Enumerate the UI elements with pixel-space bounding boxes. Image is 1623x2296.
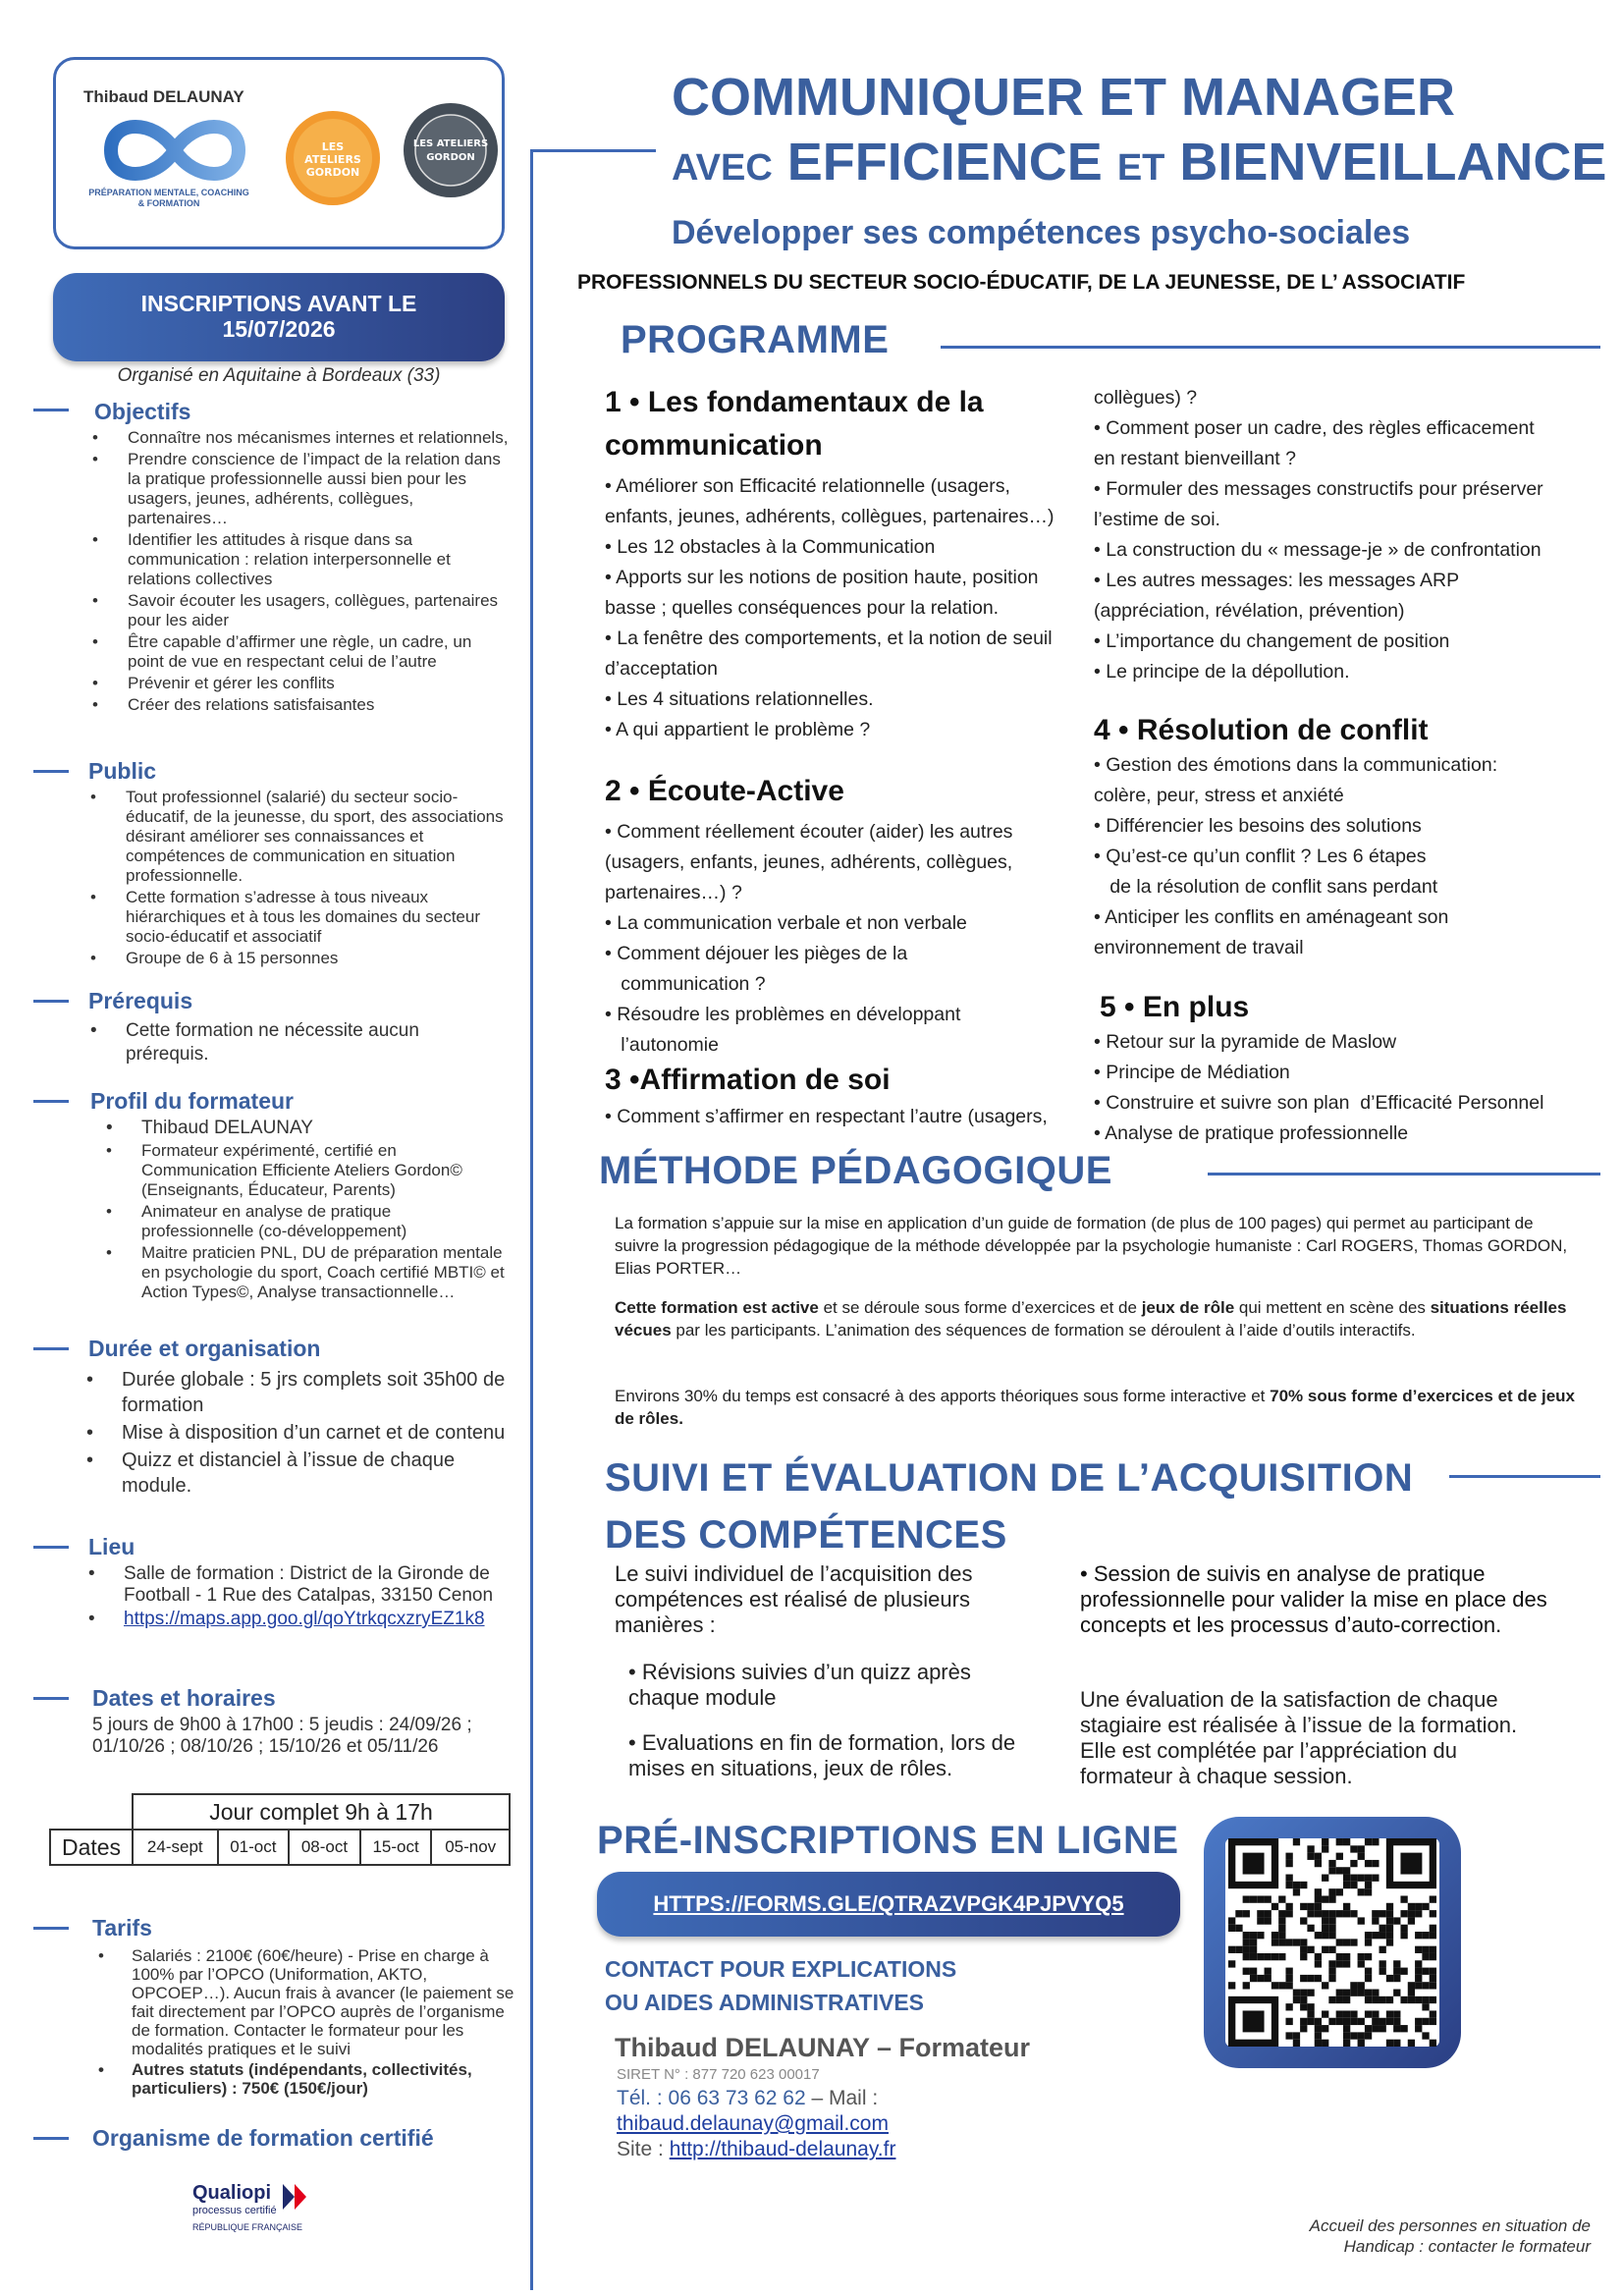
tarifs-salaries: • Salariés : 2100€ (60€/heure) - Prise en charge à 100% par l’OPCO (Uniformation, AKTO, OPCOEP…). Aucun frais à avancer (le paiement se fait directement par l’OPCO auprès de l’organisme de formation. Contacter le formateur pour les modalités pratiques et le suivi bbox=[94, 1946, 516, 2058]
organisme-title: Organisme de formation certifié bbox=[92, 2125, 434, 2151]
list-item: • Durée globale : 5 jrs complets soit 35h00 de formation bbox=[82, 1367, 514, 1418]
objectifs-title: Objectifs bbox=[94, 399, 191, 424]
programme-rule bbox=[941, 346, 1600, 349]
location-note: Organisé en Aquitaine à Bordeaux (33) bbox=[117, 365, 441, 386]
accessibility-note: Accueil des personnes en situation de Handicap : contacter le formateur bbox=[1309, 2216, 1591, 2256]
inscriptions-deadline-banner bbox=[53, 273, 505, 361]
formateur-name: Thibaud DELAUNAY – Formateur bbox=[615, 2033, 1031, 2062]
section-dash bbox=[33, 1000, 69, 1003]
methode-p2: Cette formation est active et se déroule sous forme d’exercices et de jeux de rôle qui mettent en scène des situations réelles vécues par les participants. L’animation des séquences de formation se déroulent à l’aide d’outils interactifs. bbox=[615, 1298, 1567, 1339]
duree-list bbox=[82, 1367, 514, 1501]
lieu-list bbox=[84, 1563, 513, 1632]
section-dash bbox=[33, 1100, 69, 1103]
title-line1: COMMUNIQUER ET MANAGER bbox=[672, 68, 1455, 127]
qualiopi-sub: processus certifié bbox=[192, 2205, 277, 2216]
methode-title: MÉTHODE PÉDAGOGIQUE bbox=[599, 1149, 1112, 1192]
infinity-logo-icon bbox=[91, 111, 258, 190]
logo-tagline: PRÉPARATION MENTALE, COACHING & FORMATION bbox=[88, 188, 249, 208]
svg-text:GORDON: GORDON bbox=[305, 166, 360, 179]
list-item: • Connaître nos mécanismes internes et relationnels, bbox=[88, 428, 511, 448]
logo-name: Thibaud DELAUNAY bbox=[83, 87, 244, 106]
objectifs-list bbox=[88, 428, 511, 717]
list-item: • Cette formation s’adresse à tous niveaux hiérarchiques et à tous les domaines du secteur socio-éducatif et associatif bbox=[86, 888, 511, 947]
ateliers-gordon-badge-icon bbox=[284, 109, 382, 207]
qualiopi-arrows-icon bbox=[283, 2184, 314, 2210]
lieu-address: • Salle de formation : District de la Gironde de Football - 1 Rue des Catalpas, 33150 Cenon bbox=[84, 1563, 513, 1607]
list-item: • Prendre conscience de l’impact de la relation dans la pratique professionnelle aussi bien pour les usagers, jeunes, adhérents, collègues, partenaires… bbox=[88, 450, 511, 528]
methode-rule bbox=[1208, 1173, 1600, 1175]
lieu-item bbox=[84, 1609, 513, 1630]
module2-title: 2 • Écoute-Active bbox=[605, 775, 844, 807]
republique-label: RÉPUBLIQUE FRANÇAISE bbox=[192, 2222, 303, 2232]
qr-code-icon bbox=[1225, 1838, 1439, 2047]
logo-box bbox=[53, 57, 505, 249]
lieu-title: Lieu bbox=[88, 1534, 135, 1559]
email-link[interactable]: thibaud.delaunay@gmail.com bbox=[617, 2112, 889, 2135]
siret: SIRET N° : 877 720 623 00017 bbox=[617, 2066, 820, 2083]
list-item: • Thibaud DELAUNAY bbox=[102, 1118, 507, 1139]
dates-table bbox=[49, 1793, 511, 1866]
empty-cell bbox=[50, 1794, 133, 1830]
main-title bbox=[672, 65, 1606, 200]
column-divider bbox=[530, 149, 533, 2290]
qualiopi-logo bbox=[192, 2182, 330, 2232]
module3-title: 3 •Affirmation de soi bbox=[605, 1064, 891, 1096]
target-public: PROFESSIONNELS DU SECTEUR SOCIO-ÉDUCATIF, DE LA JEUNESSE, DE L’ ASSOCIATIF bbox=[577, 271, 1466, 294]
module4-content: • Gestion des émotions dans la communication: colère, peur, stress et anxiété • Différencier les besoins des solutions • Qu’est-ce qu’un conflit ? Les 6 étapes de la résolution de conflit sans perdant • Anticiper les conflits en aménageant son environnement de travail bbox=[1094, 754, 1498, 958]
suivi-rule bbox=[1449, 1475, 1600, 1478]
list-item: • Mise à disposition d’un carnet et de contenu bbox=[82, 1420, 514, 1446]
list-item: • Être capable d’affirmer une règle, un cadre, un point de vue en respectant celui de l’autre bbox=[88, 632, 511, 672]
module2-content: • Comment réellement écouter (aider) les autres (usagers, enfants, jeunes, adhérents, collègues, partenaires…) ? • La communication verbale et non verbale • Comment déjouer les pièges de la communication ? • Résoudre les problèmes en développant l’autonomie bbox=[605, 821, 1013, 1056]
date-cell: 08-oct bbox=[289, 1830, 360, 1865]
tarifs-autres: • Autres statuts (indépendants, collectivités, particuliers) : 750€ (150€/jour) bbox=[94, 2060, 516, 2098]
list-item: • Tout professionnel (salarié) du secteur socio-éducatif, de la jeunesse, du sport, des associations désirant améliorer ses connaissances et compétences de communication en situation professionnelle. bbox=[86, 788, 511, 886]
preinscription-link-button[interactable]: HTTPS://FORMS.GLE/QTRAZVPGK4PJPVYQ5 bbox=[597, 1872, 1180, 1937]
module3-content: • Comment s’affirmer en respectant l’autre (usagers, bbox=[605, 1106, 1048, 1127]
list-item: • Prévenir et gérer les conflits bbox=[88, 674, 511, 693]
subtitle: Développer ses compétences psycho-sociales bbox=[672, 214, 1411, 251]
date-cell: 01-oct bbox=[218, 1830, 290, 1865]
website-link[interactable]: http://thibaud-delaunay.fr bbox=[669, 2138, 896, 2160]
tarifs-list bbox=[94, 1946, 516, 2100]
svg-text:LES ATELIERS: LES ATELIERS bbox=[412, 138, 489, 149]
section-dash bbox=[33, 1927, 69, 1930]
tarifs-title: Tarifs bbox=[92, 1915, 152, 1941]
section-dash bbox=[33, 770, 69, 773]
suivi-bullet2: • Evaluations en fin de formation, lors de mises en situations, jeux de rôles. bbox=[628, 1730, 1016, 1780]
svg-text:GORDON: GORDON bbox=[426, 152, 475, 163]
inscriptions-line1: INSCRIPTIONS AVANT LE bbox=[140, 291, 417, 316]
duree-title: Durée et organisation bbox=[88, 1336, 321, 1361]
list-item: • Quizz et distanciel à l’issue de chaque module. bbox=[82, 1448, 514, 1499]
suivi-bullet3: • Session de suivis en analyse de pratique professionnelle pour valider la mise en place des concepts et les processus d’auto-correction. bbox=[1080, 1561, 1547, 1637]
list-item: • Cette formation ne nécessite aucun prérequis. bbox=[86, 1019, 499, 1066]
section-dash bbox=[33, 409, 69, 411]
qualiopi-name: Qualiopi bbox=[192, 2182, 271, 2204]
contact-heading: CONTACT POUR EXPLICATIONS OU AIDES ADMINISTRATIVES bbox=[605, 1956, 957, 2015]
module1-title: 1 • Les fondamentaux de la communication bbox=[605, 386, 984, 462]
maps-link[interactable]: https://maps.app.goo.gl/qoYtrkqcxzryEZ1k8 bbox=[124, 1609, 485, 1629]
svg-text:LES: LES bbox=[321, 140, 345, 153]
list-item: • Formateur expérimenté, certifié en Communication Efficiente Ateliers Gordon© (Enseignants, Éducateur, Parents) bbox=[102, 1141, 507, 1200]
section-dash bbox=[33, 1697, 69, 1700]
list-item: • Créer des relations satisfaisantes bbox=[88, 695, 511, 715]
prerequis-list bbox=[86, 1019, 499, 1068]
header-rule bbox=[530, 149, 656, 152]
prerequis-title: Prérequis bbox=[88, 988, 193, 1013]
qr-code-frame bbox=[1204, 1817, 1461, 2068]
public-title: Public bbox=[88, 758, 157, 784]
suivi-eval: Une évaluation de la satisfaction de chaque stagiaire est réalisée à l’issue de la formation. Elle est complétée par l’appréciation du formateur à chaque session. bbox=[1080, 1687, 1518, 1788]
contact-details: Tél. : 06 63 73 62 62 – Mail : thibaud.delaunay@gmail.com Site : http://thibaud-delaunay.fr bbox=[617, 2087, 896, 2160]
date-cell: 05-nov bbox=[431, 1830, 510, 1865]
module5-content: • Retour sur la pyramide de Maslow • Principe de Médiation • Construire et suivre son plan d’Efficacité Personnel • Analyse de pratique professionnelle bbox=[1094, 1031, 1544, 1144]
profil-title: Profil du formateur bbox=[90, 1088, 295, 1114]
svg-text:ATELIERS: ATELIERS bbox=[304, 153, 361, 166]
module5-title: 5 • En plus bbox=[1100, 991, 1250, 1023]
module1-content: • Améliorer son Efficacité relationnelle (usagers, enfants, jeunes, adhérents, collègues, partenaires…) • Les 12 obstacles à la Communication • Apports sur les notions de position haute, position basse ; quelles conséquences pour la relation. • La fenêtre des comportements, et la notion de seuil d’acceptation • Les 4 situations relationnelles. • A qui appartient le problème ? bbox=[605, 475, 1055, 740]
section-dash bbox=[33, 1546, 69, 1549]
list-item: • Identifier les attitudes à risque dans sa communication : relation interpersonnelle et relations collectives bbox=[88, 530, 511, 589]
list-item: • Animateur en analyse de pratique professionnelle (co-développement) bbox=[102, 1202, 507, 1241]
date-cell: 15-oct bbox=[360, 1830, 432, 1865]
section-dash bbox=[33, 2137, 69, 2140]
list-item: • Maitre praticien PNL, DU de préparation mentale en psychologie du sport, Coach certifié MBTI© et Action Types©, Analyse transactionnelle… bbox=[102, 1243, 507, 1302]
date-cell: 24-sept bbox=[133, 1830, 218, 1865]
suivi-title: SUIVI ET ÉVALUATION DE L’ACQUISITION DES COMPÉTENCES bbox=[605, 1456, 1414, 1557]
suivi-bullet1: • Révisions suivies d’un quizz après chaque module bbox=[628, 1660, 971, 1710]
module4-title: 4 • Résolution de conflit bbox=[1094, 714, 1429, 746]
methode-p3: Environs 30% du temps est consacré à des apports théoriques sous forme interactive et 70% sous forme d’exercices et de jeux de rôles. bbox=[615, 1387, 1576, 1428]
title-line2: AVEC EFFICIENCE ET BIENVEILLANCE bbox=[672, 133, 1607, 191]
dates-text: 5 jours de 9h00 à 17h00 : 5 jeudis : 24/09/26 ; 01/10/26 ; 08/10/26 ; 15/10/26 et 05/11/26 bbox=[92, 1715, 472, 1757]
programme-title: PROGRAMME bbox=[621, 318, 890, 361]
profil-list bbox=[102, 1118, 507, 1304]
section-dash bbox=[33, 1347, 69, 1350]
qr-code[interactable] bbox=[1225, 1838, 1439, 2047]
ateliers-gordon-seal-icon bbox=[402, 101, 500, 199]
dates-table-header: Jour complet 9h à 17h bbox=[133, 1794, 510, 1830]
dates-row-label: Dates bbox=[50, 1830, 133, 1865]
suivi-intro: Le suivi individuel de l’acquisition des compétences est réalisé de plusieurs manières : bbox=[615, 1561, 973, 1637]
methode-p1: La formation s’appuie sur la mise en application d’un guide de formation (de plus de 100 pages) qui permet au participant de suivre la progression pédagogique de la méthode développée par la psychologie humaniste : Carl ROGERS, Thomas GORDON, Elias PORTER… bbox=[615, 1214, 1568, 1278]
public-list bbox=[86, 788, 511, 970]
preinsc-title: PRÉ-INSCRIPTIONS EN LIGNE bbox=[597, 1819, 1179, 1862]
phone: Tél. : 06 63 73 62 62 bbox=[617, 2087, 806, 2109]
list-item: • Groupe de 6 à 15 personnes bbox=[86, 949, 511, 968]
list-item: • Savoir écouter les usagers, collègues, partenaires pour les aider bbox=[88, 591, 511, 630]
inscriptions-date: 15/07/2026 bbox=[222, 316, 336, 342]
module3-content-continued: collègues) ? • Comment poser un cadre, des règles efficacement en restant bienveillant ? • Formuler des messages constructifs pour préserver l’estime de soi. • La construction du « message-je » de confrontation • Les autres messages: les messages ARP (appréciation, révélation, prévention) • L’importance du changement de position • Le principe de la dépollution. bbox=[1094, 387, 1543, 683]
dates-title: Dates et horaires bbox=[92, 1685, 276, 1711]
